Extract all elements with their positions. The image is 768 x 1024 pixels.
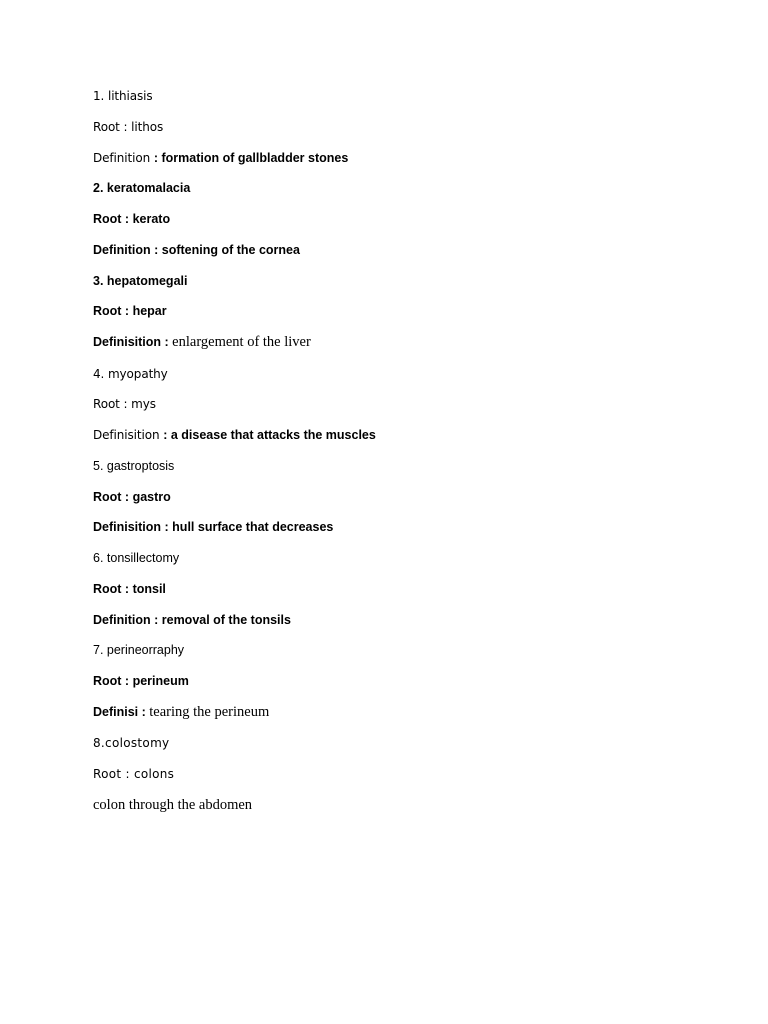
- definition-5-value: hull surface that decreases: [172, 520, 334, 535]
- definition-5-label: Definisition :: [93, 520, 173, 535]
- root-7-text: Root : perineum: [93, 674, 189, 688]
- term-3-text: 3. hepatomegali: [93, 273, 188, 288]
- root-5: [93, 487, 733, 518]
- definition-7-value: tearing the perineum: [149, 703, 270, 720]
- term-4-text: 4. myopathy: [93, 366, 168, 381]
- definition-4-value: : a disease that attacks the muscles: [163, 428, 376, 442]
- root-8-text: Root : colons: [93, 767, 175, 781]
- root-3: [93, 301, 733, 332]
- definition-4: [93, 425, 733, 456]
- document-page: [93, 86, 733, 826]
- definition-6-label: Definition :: [93, 612, 162, 627]
- definition-3-label: Definisition :: [93, 335, 173, 349]
- term-5: [93, 456, 733, 487]
- root-1-text: Root : lithos: [93, 119, 164, 134]
- term-6: [93, 548, 733, 579]
- root-2-text: Root : kerato: [93, 212, 171, 226]
- root-3-text: Root : hepar: [93, 304, 167, 319]
- root-2: [93, 209, 733, 240]
- definition-1-value: : formation of gallbladder stones: [153, 150, 349, 165]
- definition-3: [93, 332, 733, 364]
- root-7: [93, 671, 733, 702]
- definition-8: [93, 795, 733, 827]
- definition-5: [93, 517, 733, 548]
- term-8: [93, 733, 733, 764]
- root-4: [93, 394, 733, 425]
- definition-2-label: Definition :: [93, 242, 162, 257]
- term-1: [93, 86, 733, 117]
- definition-1: [93, 148, 733, 179]
- term-7-text: 7. perineorraphy: [93, 643, 185, 658]
- root-1: [93, 117, 733, 148]
- definition-1-label: Definition: [93, 150, 154, 165]
- definition-4-label: Definisition: [93, 428, 164, 442]
- term-4: [93, 364, 733, 395]
- term-7: [93, 640, 733, 671]
- definition-2: [93, 240, 733, 271]
- term-2-text: 2. keratomalacia: [93, 181, 191, 196]
- term-6-text: 6. tonsillectomy: [93, 551, 180, 565]
- definition-6-value: removal of the tonsils: [161, 612, 291, 627]
- definition-8-value: colon through the abdomen: [93, 796, 253, 813]
- definition-6: [93, 610, 733, 641]
- term-2: [93, 178, 733, 209]
- term-1-text: 1. lithiasis: [93, 89, 153, 103]
- root-8: [93, 764, 733, 795]
- term-8-text: 8.colostomy: [93, 736, 170, 751]
- definition-2-value: softening of the cornea: [161, 242, 300, 257]
- term-3: [93, 271, 733, 302]
- definition-3-value: enlargement of the liver: [172, 334, 311, 350]
- root-6: [93, 579, 733, 610]
- root-5-text: Root : gastro: [93, 489, 171, 504]
- root-6-text: Root : tonsil: [93, 581, 166, 596]
- definition-7: [93, 702, 733, 734]
- root-4-text: Root : mys: [93, 397, 156, 412]
- term-5-text: 5. gastroptosis: [93, 458, 175, 473]
- definition-7-label: Definisi :: [93, 704, 150, 719]
